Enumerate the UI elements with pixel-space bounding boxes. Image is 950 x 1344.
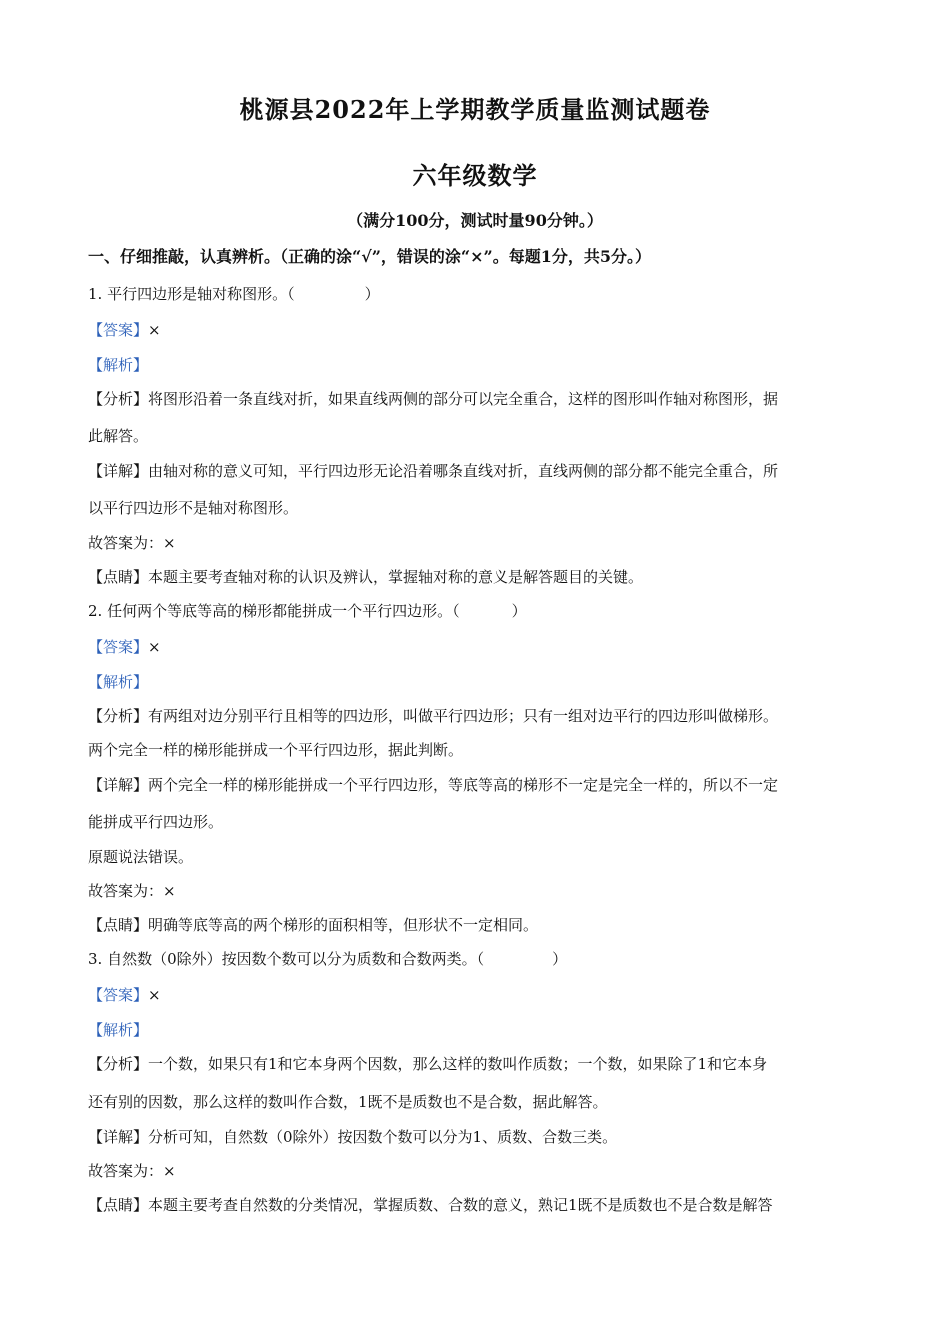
analysis-label: 【解析】 [88,356,149,374]
fenxi-line: 还有别的因数，那么这样的数叫作合数，1既不是质数也不是合数，据此解答。 [88,1093,608,1111]
dianjing-line: 【点睛】明确等底等高的两个梯形的面积相等，但形状不一定相同。 [88,916,539,934]
dianjing-line: 【点睛】本题主要考查轴对称的认识及辨认，掌握轴对称的意义是解答题目的关键。 [88,568,644,586]
question-stem [88,284,868,304]
exam-note: （满分100分，测试时量90分钟。） [347,211,603,230]
conclusion-line: 故答案为：× [88,534,176,552]
fenxi-line: 两个完全一样的梯形能拼成一个平行四边形，据此判断。 [88,741,464,759]
extra-line: 原题说法错误。 [88,848,194,866]
question-bracket-close: ） [552,950,568,968]
section-heading: 一、仔细推敲，认真辨析。（正确的涂“√”，错误的涂“×”。每题1分，共5分。） [88,247,652,266]
conclusion-line: 故答案为：× [88,1162,176,1180]
answer-value: × [148,321,161,339]
answer-line [88,320,868,340]
xiangjie-line: 【详解】两个完全一样的梯形能拼成一个平行四边形，等底等高的梯形不一定是完全一样的，所以不一定 [88,776,779,794]
analysis-label: 【解析】 [88,673,149,691]
answer-label: 【答案】 [88,638,149,656]
fenxi-line: 此解答。 [88,427,149,445]
dianjing-line: 【点睛】本题主要考查自然数的分类情况，掌握质数、合数的意义，熟记1既不是质数也不是合数是解答 [88,1196,773,1214]
question-text: 2. 任何两个等底等高的梯形都能拼成一个平行四边形。（ [88,602,460,620]
answer-value: × [148,638,161,656]
question-stem [88,601,868,621]
fenxi-line: 【分析】将图形沿着一条直线对折，如果直线两侧的部分可以完全重合，这样的图形叫作轴对称图形，据 [88,390,779,408]
question-bracket-close: ） [364,285,380,303]
fenxi-line: 【分析】一个数，如果只有1和它本身两个因数，那么这样的数叫作质数；一个数，如果除了1和它本身 [88,1055,768,1073]
answer-line [88,637,868,657]
question-bracket-close: ） [511,602,527,620]
answer-label: 【答案】 [88,986,149,1004]
answer-label: 【答案】 [88,321,149,339]
fenxi-line: 【分析】有两组对边分别平行且相等的四边形，叫做平行四边形；只有一组对边平行的四边形叫做梯形。 [88,707,779,725]
xiangjie-line: 【详解】由轴对称的意义可知，平行四边形无论沿着哪条直线对折，直线两侧的部分都不能完全重合，所 [88,462,779,480]
question-text: 1. 平行四边形是轴对称图形。（ [88,285,295,303]
xiangjie-line: 【详解】分析可知，自然数（0除外）按因数个数可以分为1、质数、合数三类。 [88,1128,618,1146]
xiangjie-line: 以平行四边形不是轴对称图形。 [88,499,299,517]
exam-title: 桃源县2022年上学期教学质量监测试题卷 [239,95,711,124]
xiangjie-line: 能拼成平行四边形。 [88,813,224,831]
answer-line [88,985,868,1005]
analysis-label: 【解析】 [88,1021,149,1039]
exam-subtitle: 六年级数学 [412,161,538,190]
conclusion-line: 故答案为：× [88,882,176,900]
answer-value: × [148,986,161,1004]
question-text: 3. 自然数（0除外）按因数个数可以分为质数和合数两类。（ [88,950,485,968]
question-stem [88,949,868,969]
